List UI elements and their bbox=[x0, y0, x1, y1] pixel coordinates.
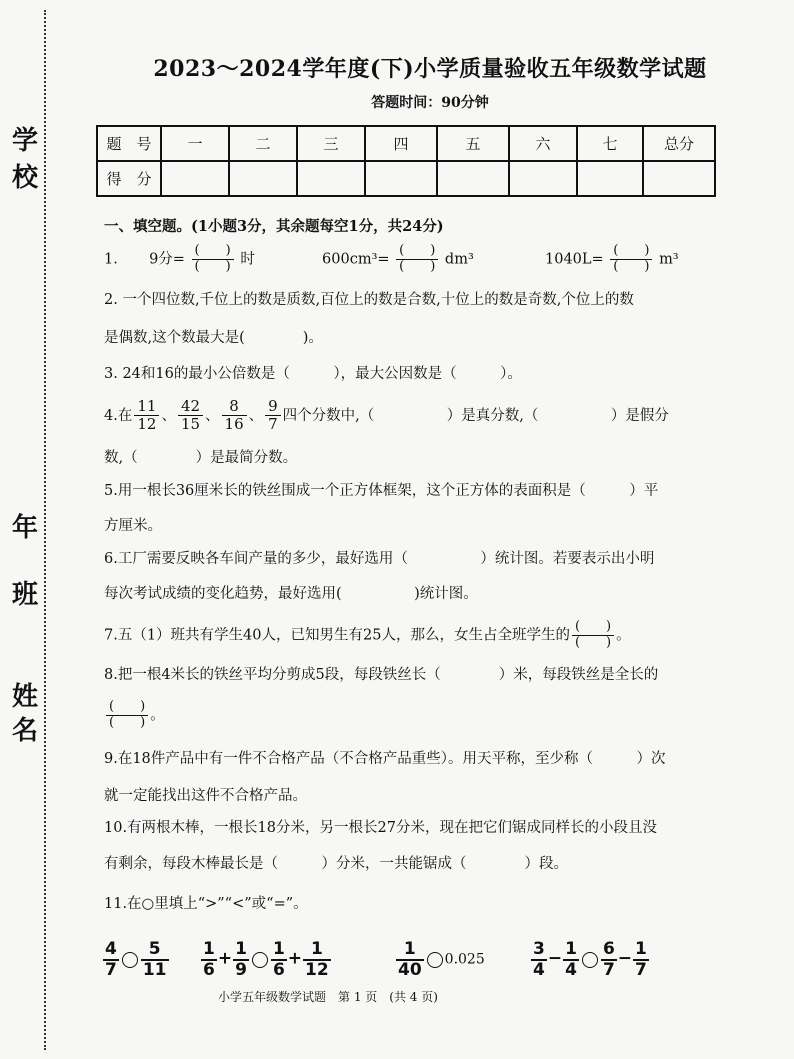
q11-e4-a: $\frac{3}{4}$ bbox=[533, 939, 545, 980]
q11-expression-3 bbox=[395, 940, 485, 979]
q7-end: 。 bbox=[616, 627, 631, 644]
score-cell-q1: 一 bbox=[161, 126, 229, 161]
q11-e4-d: $\frac{1}{7}$ bbox=[635, 939, 647, 980]
question-8-line-2 bbox=[104, 700, 165, 731]
side-label-name-2: 名 bbox=[12, 716, 39, 746]
q1-a-answer-fraction[interactable]: $\frac{( )}{( )}$ bbox=[192, 244, 234, 275]
page-title: 2023～2024学年度(下)小学质量验收五年级数学试题 bbox=[153, 56, 707, 82]
side-label-school-1: 学 bbox=[12, 126, 39, 156]
score-input-total[interactable] bbox=[643, 161, 715, 196]
question-2-line-2: 是偶数,这个数最大是( )。 bbox=[104, 330, 323, 346]
question-6-line-2: 每次考试成绩的变化趋势，最好选用( )统计图。 bbox=[104, 586, 478, 602]
question-5-line-2: 方厘米。 bbox=[104, 518, 162, 534]
q1-a-suffix: 时 bbox=[240, 251, 255, 268]
page-footer: 小学五年级数学试题 第 1 页 (共 4 页) bbox=[218, 990, 438, 1004]
q11-e2-b: $\frac{1}{9}$ bbox=[235, 939, 247, 980]
q11-e3-compare-circle[interactable] bbox=[427, 952, 443, 968]
q11-expression-4 bbox=[530, 940, 650, 979]
q4-fraction-3: $\frac{8}{16}$ bbox=[222, 398, 247, 434]
q4-prefix: 4.在 bbox=[104, 407, 133, 424]
q11-e4-minus: − bbox=[547, 948, 563, 969]
q4-separator: 、 bbox=[248, 407, 264, 424]
score-input-q2[interactable] bbox=[229, 161, 297, 196]
score-input-q3[interactable] bbox=[297, 161, 365, 196]
q4-fraction-4: $\frac{9}{7}$ bbox=[265, 398, 281, 434]
q11-e4-c: $\frac{6}{7}$ bbox=[602, 939, 615, 980]
q11-e3-left: $\frac{1}{40}$ bbox=[398, 939, 422, 980]
question-10-line-2: 有剩余，每段木棒最长是（ ）分米，一共能锯成（ ）段。 bbox=[104, 856, 568, 872]
q11-e4-b: $\frac{1}{4}$ bbox=[565, 939, 577, 980]
score-cell-total: 总分 bbox=[643, 126, 715, 161]
question-3: 3. 24和16的最小公倍数是（ ），最大公因数是（ ）。 bbox=[104, 366, 522, 382]
q4-fraction-1: $\frac{11}{12}$ bbox=[134, 398, 159, 434]
side-label-school-2: 校 bbox=[12, 163, 39, 193]
side-label-class: 班 bbox=[12, 580, 39, 610]
q11-e4-compare-circle[interactable] bbox=[582, 952, 598, 968]
q11-e4-minus: − bbox=[617, 948, 633, 969]
score-cell-q2: 二 bbox=[229, 126, 297, 161]
question-8-line-1: 8.把一根4米长的铁丝平均分剪成5段，每段铁丝长（ ）米，每段铁丝是全长的 bbox=[104, 667, 659, 683]
question-2-line-1: 2. 一个四位数,千位上的数是质数,百位上的数是合数,十位上的数是奇数,个位上的数 bbox=[104, 292, 634, 308]
score-row-label: 得 分 bbox=[97, 161, 161, 196]
q7-answer-fraction[interactable]: $\frac{( )}{( )}$ bbox=[572, 620, 614, 651]
question-9-line-2: 就一定能找出这件不合格产品。 bbox=[104, 788, 307, 804]
q11-expression-1 bbox=[102, 940, 170, 979]
q1-b-answer-fraction[interactable]: $\frac{( )}{( )}$ bbox=[396, 244, 438, 275]
score-cell-q6: 六 bbox=[509, 126, 577, 161]
q11-e2-c: $\frac{1}{6}$ bbox=[272, 939, 285, 980]
score-cell-q3: 三 bbox=[297, 126, 365, 161]
question-5-line-1: 5.用一根长36厘米长的铁丝围成一个正方体框架，这个正方体的表面积是（ ）平 bbox=[104, 483, 659, 499]
score-input-q5[interactable] bbox=[437, 161, 509, 196]
q11-e1-right: $\frac{5}{11}$ bbox=[142, 939, 167, 980]
q1-b-prefix: 600cm³= bbox=[322, 251, 390, 268]
q1-a-prefix: 9分= bbox=[149, 251, 185, 268]
score-cell-label: 题 号 bbox=[97, 126, 161, 161]
question-4-line-2: 数,（ ）是最简分数。 bbox=[104, 450, 298, 466]
question-11: 11.在○里填上“>”“<”或“=”。 bbox=[104, 896, 308, 912]
q11-e2-plus: + bbox=[287, 948, 303, 969]
q4-fraction-2: $\frac{42}{15}$ bbox=[178, 398, 203, 434]
side-label-grade: 年 bbox=[12, 513, 39, 543]
q11-e3-right: 0.025 bbox=[444, 951, 485, 968]
q7-text: 7.五（1）班共有学生40人，已知男生有25人，那么，女生占全班学生的 bbox=[104, 627, 570, 644]
score-input-q4[interactable] bbox=[365, 161, 437, 196]
score-cell-q7: 七 bbox=[577, 126, 643, 161]
q11-e1-compare-circle[interactable] bbox=[122, 952, 138, 968]
q11-e2-plus: + bbox=[217, 948, 233, 969]
question-10-line-1: 10.有两根木棒，一根长18分米，另一根长27分米，现在把它们锯成同样长的小段且没 bbox=[104, 820, 657, 836]
score-table bbox=[96, 125, 716, 197]
question-9-line-1: 9.在18件产品中有一件不合格产品（不合格产品重些）。用天平称，至少称（ ）次 bbox=[104, 751, 666, 767]
section-heading: 一、填空题。(1小题3分，其余题每空1分，共24分) bbox=[104, 218, 444, 235]
question-6-line-1: 6.工厂需要反映各车间产量的多少，最好选用（ ）统计图。若要表示出小明 bbox=[104, 551, 655, 567]
q1-c-suffix: m³ bbox=[659, 251, 679, 268]
score-table-score-row bbox=[97, 161, 715, 196]
question-1 bbox=[104, 244, 679, 275]
q8-end: 。 bbox=[150, 707, 165, 724]
q1-b-suffix: dm³ bbox=[444, 251, 474, 268]
score-table-header-row bbox=[97, 126, 715, 161]
q1-c-answer-fraction[interactable]: $\frac{( )}{( )}$ bbox=[610, 244, 652, 275]
q4-middle-text: 四个分数中,（ ）是真分数,（ ）是假分 bbox=[282, 407, 669, 424]
score-input-q7[interactable] bbox=[577, 161, 643, 196]
q4-separator: 、 bbox=[205, 407, 220, 424]
exam-time: 答题时间：90分钟 bbox=[371, 95, 489, 111]
score-cell-q4: 四 bbox=[365, 126, 437, 161]
q11-e2-a: $\frac{1}{6}$ bbox=[203, 939, 215, 980]
binding-dotted-line bbox=[44, 10, 46, 1050]
question-4-line-1 bbox=[104, 398, 669, 434]
q11-expression-2 bbox=[200, 940, 332, 979]
side-label-name-1: 姓 bbox=[12, 682, 39, 712]
score-input-q1[interactable] bbox=[161, 161, 229, 196]
q1-c-prefix: 1040L= bbox=[545, 251, 604, 268]
q1-number: 1. bbox=[104, 251, 118, 268]
q11-e1-left: $\frac{4}{7}$ bbox=[105, 939, 117, 980]
q8-answer-fraction[interactable]: $\frac{( )}{( )}$ bbox=[106, 700, 148, 731]
q11-e2-compare-circle[interactable] bbox=[252, 952, 268, 968]
question-7 bbox=[104, 620, 631, 651]
q11-e2-d: $\frac{1}{12}$ bbox=[305, 939, 329, 980]
q4-separator: 、 bbox=[161, 407, 176, 424]
score-cell-q5: 五 bbox=[437, 126, 509, 161]
score-input-q6[interactable] bbox=[509, 161, 577, 196]
